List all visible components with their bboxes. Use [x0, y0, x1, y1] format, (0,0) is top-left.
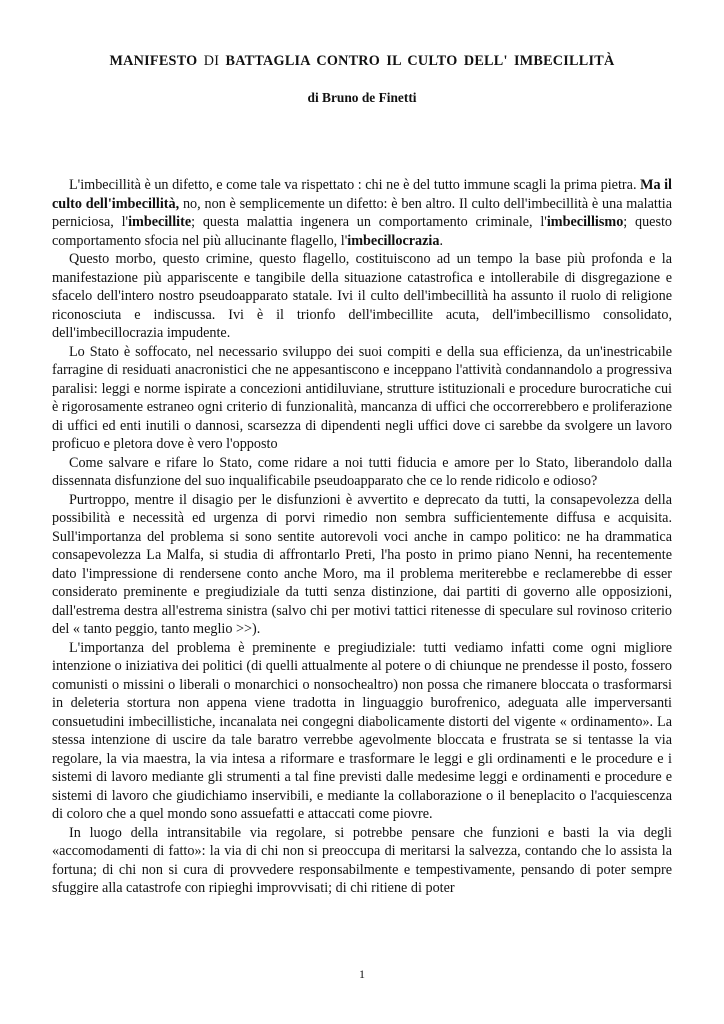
paragraph-6: L'importanza del problema è preminente e pregiudiziale: tutti vediamo infatti come ogni migliore intenzione o iniziativa dei politici (di quelli attualmente al potere o di chiunque ne prendesse il posto, fossero comunisti o missini o liberali o monarchici o nonsochealtro) non possa che rimanere bloccata o trasformarsi in deleteria stortura non appena viene tradotta in linguaggio burofrenico, adeguata alle imperversanti consuetudini imbecillistiche, incanalata nei congegni diabolicamente distorti del vigente « ordinamento». La stessa intenzione di uscire da tale baratro verrebbe agevolmente bloccata e frustrata se si tentasse la via regolare, la via maestra, la via intesa a riformare e trasformare le leggi e gli ordinamenti e le procedure e i sistemi di lavoro mediante gli strumenti a tal fine previsti dalle medesime leggi e ordinamenti e procedure e sistemi di lavoro che giudichiamo inservibili, e mediante la collaborazione o il beneplacito o l'acquiescenza di coloro che a quel mondo sono assuefatti e attaccati come piovre.	[52, 639, 672, 822]
page-number: 1	[359, 967, 365, 981]
document-title	[0, 52, 724, 70]
paragraph-3: Lo Stato è soffocato, nel necessario sviluppo dei suoi compiti e della sua efficienza, da un'inestricabile farragine di residuati anacronistici che ne appesantiscono e inceppano l'attività condannandolo a progressiva paralisi: leggi e norme ispirate a concezioni antidiluviane, strutture istituzionali e procedure burocratiche cui è rigorosamente estraneo ogni criterio di funzionalità, mancanza di uffici che occorrerebbero e proliferazione di uffici ed enti inutili o dannosi, scarsezza di dipendenti negli uffici dove ci sarebbe da svolgere un lavoro proficuo e pletora dove è vero l'opposto	[52, 343, 672, 452]
paragraph-5: Purtroppo, mentre il disagio per le disfunzioni è avvertito e deprecato da tutti, la consapevolezza della possibilità e necessità ed urgenza di porvi rimedio non sembra sufficientemente diffusa e acquisita. Sull'importanza del problema si sono sentite autorevoli voci anche in campo politico: ne ha drammatica consapevolezza La Malfa, si studia di affrontarlo Preti, l'ha posto in primo piano Nenni, ha recentemente dato l'impressione di rendersene conto anche Moro, ma il problema meriterebbe e reclamerebbe di esser considerato preminente e pregiudiziale da tutti senza distinzione, dai partiti di governo alle opposizioni, dall'estrema destra all'estrema sinistra (salvo chi per motivi tattici ritenesse di speculare sul rovinoso criterio del « tanto peggio, tanto meglio >>).	[52, 491, 672, 637]
document-body	[52, 176, 672, 898]
p1-text-1: L'imbecillità è un difetto, e come tale va rispettato : chi ne è del tutto immune scagli la prima pietra.	[69, 177, 641, 193]
p1-bold-1: Ma il culto dell'imbecillità,	[52, 177, 672, 212]
author-line: di Bruno de Finetti	[307, 90, 417, 105]
p1-bold-2: imbecillite	[128, 214, 192, 230]
paragraph-4: Come salvare e rifare lo Stato, come ridare a noi tutti fiducia e amore per lo Stato, liberandolo dalla dissennata disfunzione del suo inqualificabile pseudoapparato che ce lo rende ridicolo e odioso?	[52, 454, 672, 489]
p1-text-2: no, non è semplicemente un difetto: è ben altro. Il culto dell'imbecillità è una malattia perniciosa, l'	[52, 195, 672, 230]
paragraph-1	[52, 176, 672, 250]
title-part-1: MANIFESTO	[109, 53, 198, 69]
p1-text-3: ; questa malattia ingenera un comportamento criminale, l'	[191, 214, 547, 230]
p1-bold-4: imbecillocrazia	[347, 232, 440, 249]
p1-text-4: ; questo comportamento sfocia nel più allucinante flagello, l'	[52, 214, 673, 249]
p1-bold-3: imbecillismo	[546, 214, 624, 230]
title-di: DI	[203, 53, 220, 69]
paragraph-2: Questo morbo, questo crimine, questo flagello, costituiscono ad un tempo la base più profonda e la manifestazione più appariscente e tangibile della situazione catastrofica e intollerabile di disgregazione e sfacelo dell'intero nostro pseudoapparato statale. Ivi il culto dell'imbecillità ha assunto il ruolo di religione riconosciuta e indiscussa. Ivi è il trionfo dell'imbecillite acuta, dell'imbecillismo consolidato, dell'imbecillocrazia impudente.	[52, 251, 672, 341]
title-part-2: BATTAGLIA CONTRO IL CULTO DELL' IMBECILLITÀ	[225, 53, 615, 69]
paragraph-7: In luogo della intransitabile via regolare, si potrebbe pensare che funzioni e basti la via degli «accomodamenti di fatto»: la via di chi non si preoccupa di meritarsi la salvezza, contando che lo assista la fortuna; di chi non si cura di provvedere responsabilmente e tempestivamente, pensando di poter sempre sfuggire alla catastrofe con ripieghi improvvisati; di chi ritiene di poter	[52, 824, 672, 896]
p1-text-5: .	[439, 232, 444, 249]
